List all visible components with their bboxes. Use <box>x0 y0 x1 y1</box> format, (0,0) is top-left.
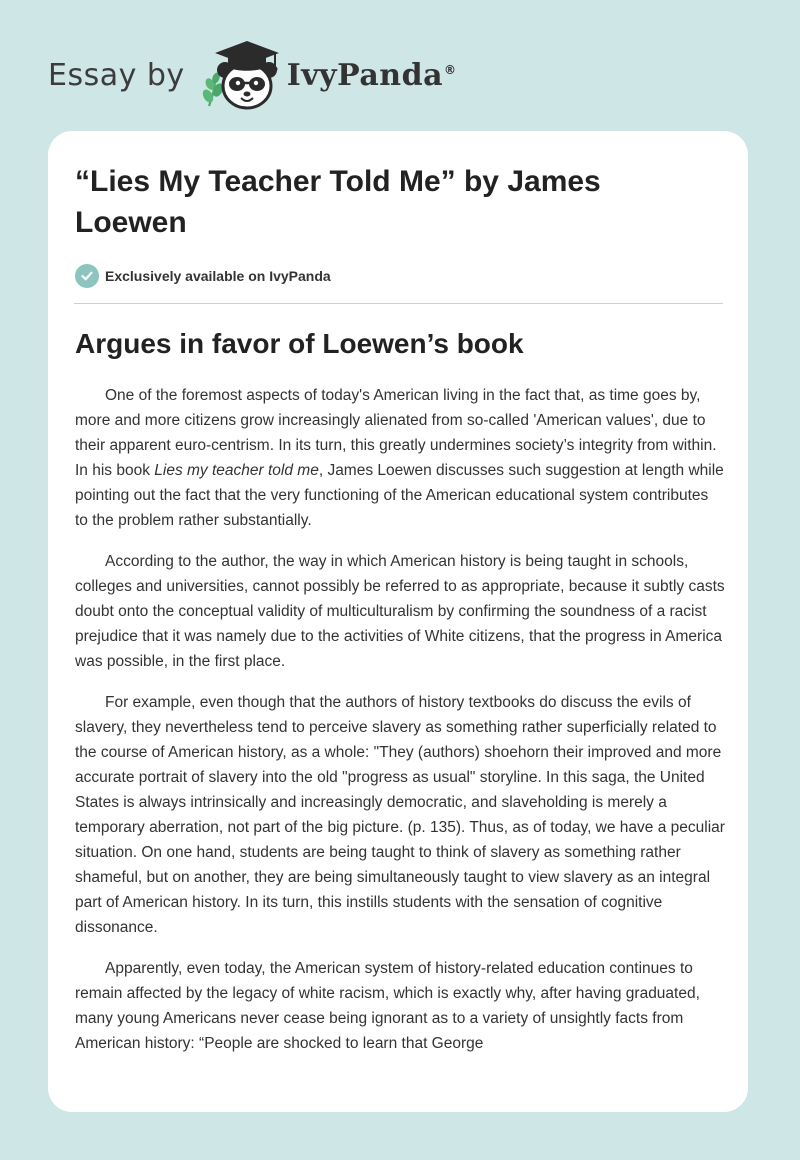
exclusive-badge-label: Exclusively available on IvyPanda <box>105 268 331 284</box>
site-header <box>48 36 457 114</box>
paragraph-2: According to the author, the way in which American history is being taught in schools, colleges and universities, cannot possibly be referred to as appropriate, because it subtly casts doubt onto the conceptual validity of multiculturalism by confirming the soundness of a racist prejudice that it was namely due to the activities of White citizens, that the progress in America was possible, in the first place. <box>75 553 725 670</box>
paragraph-3: For example, even though that the authors of history textbooks do discuss the evils of slavery, they nevertheless tend to perceive slavery as something rather superficially related to the course of American history, as a whole: "They (authors) shoehorn their improved and more accurate portrait of slavery into the old "progress as usual" storyline. In this saga, the United States is always intrinsically and increasingly democratic, and slaveholding is merely a temporary aberration, not part of the big picture. (p. 135). Thus, as of today, we have a peculiar situation. On one hand, students are being taught to think of slavery as something rather shameful, but on another, they are being simultaneously taught to view slavery as an integral part of American history. In its turn, this instills students with the sensation of cognitive dissonance. <box>75 694 725 936</box>
panda-graduate-logo-icon[interactable] <box>199 36 283 114</box>
paragraph-4: Apparently, even today, the American system of history-related education continues to remain affected by the legacy of white racism, which is exactly why, after having graduated, many young Americans never cease being ignorant as to a variety of unsightly facts from American history: “People are shocked to learn that George <box>75 960 700 1052</box>
exclusive-badge <box>75 264 331 288</box>
paragraph-1: One of the foremost aspects of today's American living in the fact that, as time goes by, more and more citizens grow increasingly alienated from so-called 'American values', due to their apparent euro-centrism. In its turn, this greatly undermines society’s integrity from within. In his book Lies my teacher told me, James Loewen discusses such suggestion at length while pointing out the fact that the very functioning of the American educational system contributes to the problem rather substantially. <box>75 387 724 529</box>
section-heading: Argues in favor of Loewen’s book <box>75 328 524 359</box>
essay-title: “Lies My Teacher Told Me” by James Loewen <box>75 165 601 239</box>
essay-body <box>75 383 725 1072</box>
title-divider <box>74 303 723 304</box>
brand-name[interactable]: IvyPanda® <box>286 57 457 93</box>
essay-by-label: Essay by <box>48 57 185 93</box>
registered-mark: ® <box>444 62 457 77</box>
check-circle-icon <box>75 264 99 288</box>
essay-card <box>48 131 748 1112</box>
book-title-italic: Lies my teacher told me <box>154 462 319 479</box>
